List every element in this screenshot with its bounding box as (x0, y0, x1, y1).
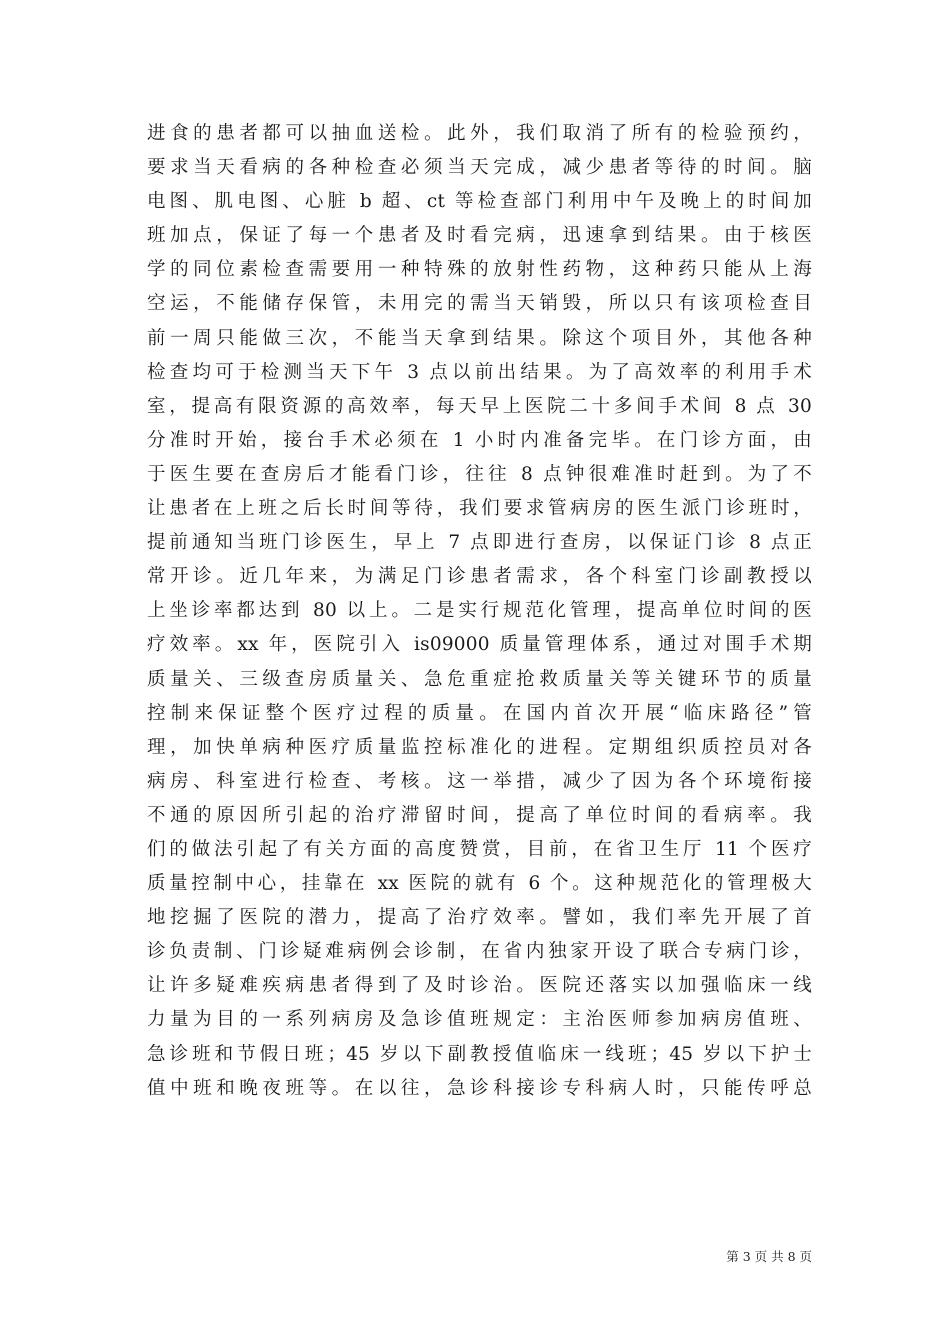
text-line: 让患者在上班之后长时间等待，我们要求管病房的医生派门诊班时， (147, 498, 812, 520)
text-line: 值中班和晚夜班等。在以往，急诊科接诊专科病人时，只能传呼总 (147, 1077, 812, 1099)
text-line: 要求当天看病的各种检查必须当天完成，减少患者等待的时间。脑 (147, 157, 812, 179)
text-line: 室，提高有限资源的高效率，每天早上医院二十多间手术间 8 点 30 (147, 395, 812, 417)
body-text (147, 117, 812, 1106)
text-line: 进食的患者都可以抽血送检。此外，我们取消了所有的检验预约， (147, 123, 812, 144)
text-line: 学的同位素检查需要用一种特殊的放射性药物，这种药只能从上海 (147, 259, 812, 281)
text-line: 提前通知当班门诊医生，早上 7 点即进行查房，以保证门诊 8 点正 (147, 532, 812, 554)
text-line: 质量关、三级查房质量关、急危重症抢救质量关等关键环节的质量 (147, 668, 812, 690)
page-number: 第 3 页 共 8 页 (726, 1249, 812, 1264)
text-line: 不通的原因所引起的治疗滞留时间，提高了单位时间的看病率。我 (147, 804, 812, 826)
text-line: 常开诊。近几年来，为满足门诊患者需求，各个科室门诊副教授以 (147, 566, 812, 588)
text-line: 们的做法引起了有关方面的高度赞赏，目前，在省卫生厅 11 个医疗 (147, 838, 812, 860)
text-line: 班加点，保证了每一个患者及时看完病，迅速拿到结果。由于核医 (147, 225, 812, 247)
text-line: 检查均可于检测当天下午 3 点以前出结果。为了高效率的利用手术 (147, 361, 812, 383)
text-line: 前一周只能做三次，不能当天拿到结果。除这个项目外，其他各种 (147, 327, 812, 349)
text-line: 于医生要在查房后才能看门诊，往往 8 点钟很难准时赶到。为了不 (147, 463, 812, 485)
text-line: 控制来保证整个医疗过程的质量。在国内首次开展“临床路径”管 (147, 702, 812, 724)
text-line: 电图、肌电图、心脏 b 超、ct 等检查部门利用中午及晚上的时间加 (147, 191, 812, 213)
text-line: 诊负责制、门诊疑难病例会诊制，在省内独家开设了联合专病门诊， (147, 941, 812, 963)
text-line: 质量控制中心，挂靠在 xx 医院的就有 6 个。这种规范化的管理极大 (147, 873, 812, 895)
text-line: 病房、科室进行检查、考核。这一举措，减少了因为各个环境衔接 (147, 770, 812, 792)
text-line: 让许多疑难疾病患者得到了及时诊治。医院还落实以加强临床一线 (147, 975, 812, 997)
text-line: 急诊班和节假日班；45 岁以下副教授值临床一线班；45 岁以下护士 (147, 1043, 812, 1065)
text-line: 地挖掘了医院的潜力，提高了治疗效率。譬如，我们率先开展了首 (147, 907, 812, 929)
text-line: 力量为目的一系列病房及急诊值班规定：主治医师参加病房值班、 (147, 1009, 812, 1031)
text-line: 疗效率。xx 年，医院引入 is09000 质量管理体系，通过对围手术期 (147, 634, 812, 656)
text-line: 理，加快单病种医疗质量监控标准化的进程。定期组织质控员对各 (147, 736, 812, 758)
text-line: 分准时开始，接台手术必须在 1 小时内准备完毕。在门诊方面，由 (147, 429, 812, 451)
text-line: 上坐诊率都达到 80 以上。二是实行规范化管理，提高单位时间的医 (147, 600, 812, 622)
text-line: 空运，不能储存保管，未用完的需当天销毁，所以只有该项检查目 (147, 293, 812, 315)
